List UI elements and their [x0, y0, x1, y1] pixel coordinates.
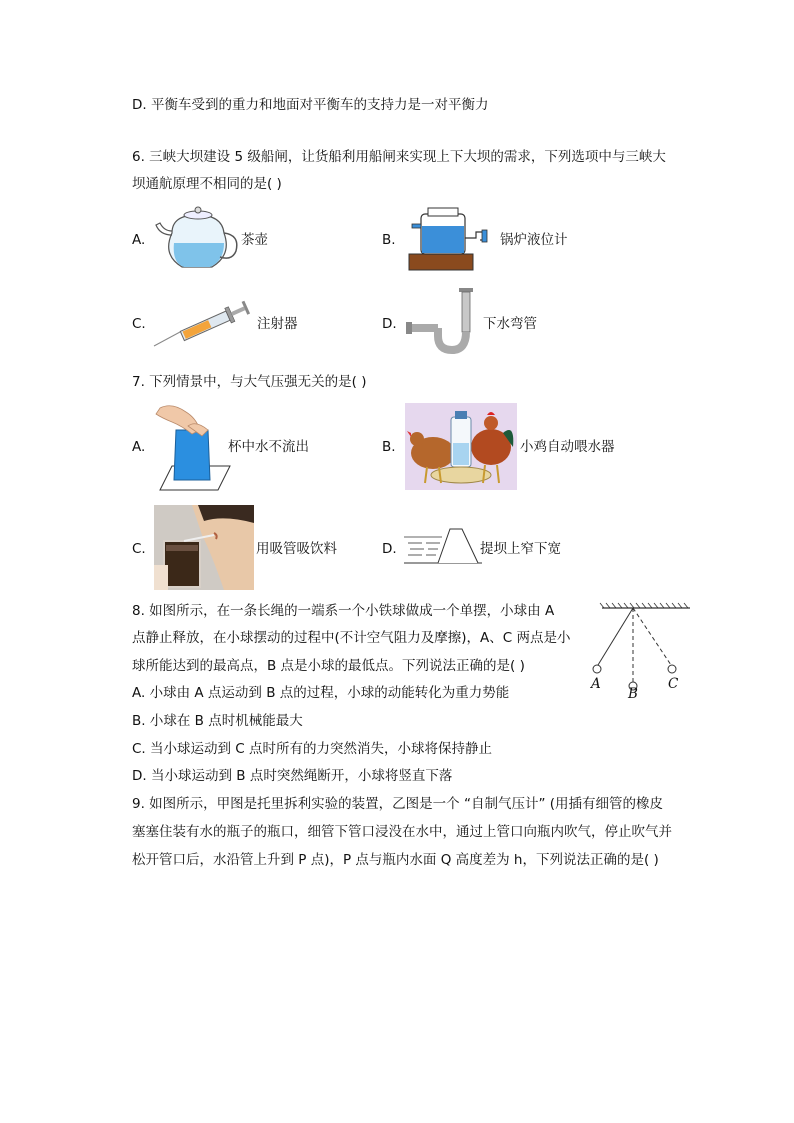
q9-stem-line2: 塞塞住装有水的瓶子的瓶口，细管下管口浸没在水中，通过上管口向瓶内吹气，停止吹气并	[132, 824, 672, 840]
q6-option-a-label: 茶壶	[241, 232, 268, 248]
inverted-cup-icon	[152, 400, 232, 494]
q7-option-c-letter: C.	[132, 541, 146, 557]
q7-option-d-letter: D.	[382, 541, 397, 557]
syringe-icon	[152, 300, 257, 350]
q5-option-d: D. 平衡车受到的重力和地面对平衡车的支持力是一对平衡力	[132, 97, 489, 113]
q8-option-a: A. 小球由 A 点运动到 B 点的过程，小球的动能转化为重力势能	[132, 685, 510, 701]
pendulum-label-a: A	[591, 676, 601, 692]
straw-drinking-photo	[154, 505, 254, 590]
q6-option-b-label: 锅炉液位计	[500, 232, 568, 248]
q9-stem-line1: 9. 如图所示，甲图是托里拆利实验的装置，乙图是一个 “自制气压计” (用插有细管的橡皮	[132, 796, 664, 812]
q6-stem-line2: 坝通航原理不相同的是( )	[132, 176, 282, 192]
pendulum-label-c: C	[668, 676, 679, 692]
q7-option-b-letter: B.	[382, 439, 396, 455]
q7-option-b-label: 小鸡自动喂水器	[520, 439, 615, 455]
q7-option-c-label: 用吸管吸饮料	[256, 541, 337, 557]
drain-trap-icon	[404, 288, 484, 358]
q6-option-c-label: 注射器	[257, 316, 298, 332]
dam-cross-section-icon	[404, 525, 482, 565]
q6-option-a-letter: A.	[132, 232, 146, 248]
q8-stem-line1: 8. 如图所示，在一条长绳的一端系一个小铁球做成一个单摆，小球由 A	[132, 603, 555, 619]
q6-option-b-letter: B.	[382, 232, 396, 248]
teapot-icon	[152, 205, 242, 275]
pendulum-diagram	[586, 600, 696, 700]
q6-option-d-letter: D.	[382, 316, 397, 332]
q8-option-d: D. 当小球运动到 B 点时突然绳断开，小球将竖直下落	[132, 768, 453, 784]
q7-option-d-label: 提坝上窄下宽	[480, 541, 561, 557]
q7-option-a-letter: A.	[132, 439, 146, 455]
q8-stem-line3: 球所能达到的最高点，B 点是小球的最低点。下列说法正确的是( )	[132, 658, 525, 674]
q8-option-c: C. 当小球运动到 C 点时所有的力突然消失，小球将保持静止	[132, 741, 493, 757]
q6-stem-line1: 6. 三峡大坝建设 5 级船闸，让货船利用船闸来实现上下大坝的需求，下列选项中与三峡大	[132, 149, 666, 165]
boiler-level-gauge-icon	[404, 206, 499, 272]
q6-option-c-letter: C.	[132, 316, 146, 332]
q7-option-a-label: 杯中水不流出	[228, 439, 309, 455]
q8-stem-line2: 点静止释放，在小球摆动的过程中(不计空气阻力及摩擦)，A、C 两点是小	[132, 630, 571, 646]
q8-option-b: B. 小球在 B 点时机械能最大	[132, 713, 303, 729]
q7-stem: 7. 下列情景中，与大气压强无关的是( )	[132, 374, 367, 390]
chicken-waterer-icon	[405, 403, 517, 490]
pendulum-label-b: B	[628, 686, 638, 702]
q6-option-d-label: 下水弯管	[483, 316, 537, 332]
q9-stem-line3: 松开管口后，水沿管上升到 P 点)，P 点与瓶内水面 Q 高度差为 h，下列说法正确的是( )	[132, 852, 659, 868]
